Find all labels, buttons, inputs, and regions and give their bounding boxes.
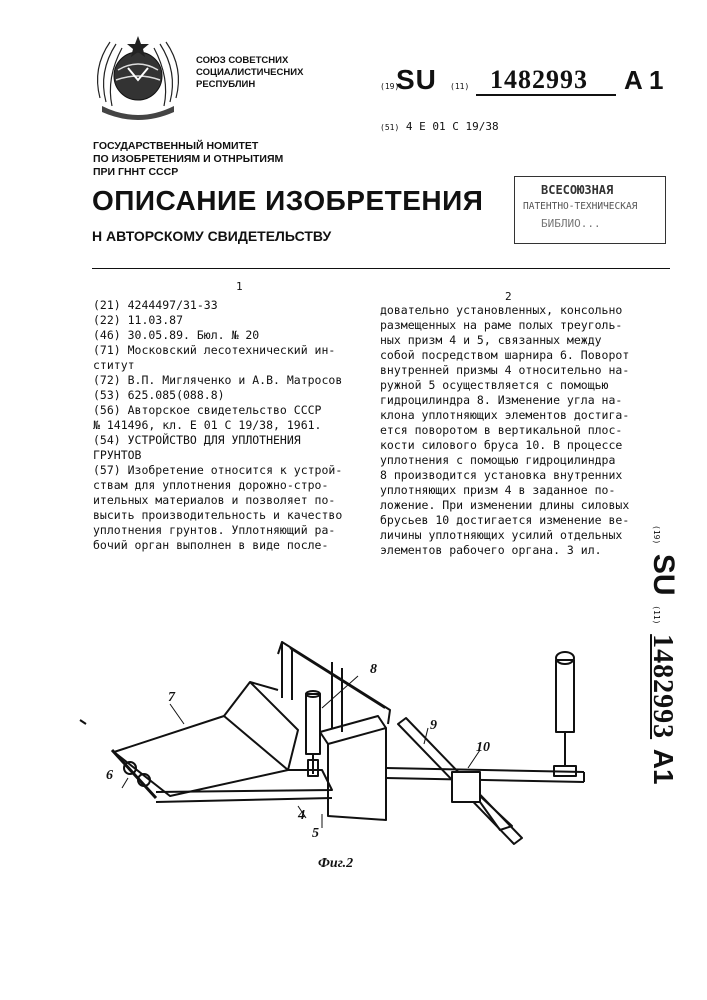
document-subtitle: Н АВТОРСКОМУ СВИДЕТЕЛЬСТВУ [92,228,332,244]
committee-name [93,140,283,179]
biblio-line: № 141496, кл. Е 01 С 19/38, 1961. [93,418,322,432]
biblio-line: ститут [93,358,135,372]
biblio-line: (54) УСТРОЙСТВО ДЛЯ УПЛОТНЕНИЯ [93,433,301,447]
stamp-line: ПАТЕНТНО-ТЕХНИЧЕСКАЯ [523,201,638,212]
abstract-line: ложение. При изменении длины силовых [380,498,630,512]
figure-label-5: 5 [312,826,319,841]
biblio-line: (56) Авторское свидетельство СССР [93,403,322,417]
abstract-line: (57) Изобретение относится к устрой- [93,463,343,477]
biblio-line: (72) В.П. Мигляченко и А.В. Матросов [93,373,343,387]
abstract-line: клона уплотняющих элементов достига- [380,408,630,422]
header-divider [92,268,670,269]
figure-label-7: 7 [168,690,175,705]
ipc-value: 4 E 01 C 19/38 [405,120,499,133]
figure-2-drawing [60,620,660,880]
abstract-line: 8 производится установка внутренних [380,468,623,482]
abstract-line: брусьев 10 достигается изменение ве- [380,513,630,527]
patent-number: 1482993 [490,65,588,94]
library-stamp [514,176,666,244]
ipc-classification [380,120,499,133]
union-name [196,55,303,91]
inid-51: (51) [380,123,400,132]
union-line: СОЦИАЛИСТИЧЕСНИХ [196,67,304,78]
biblio-line: (46) 30.05.89. Бюл. № 20 [93,328,260,342]
number-underline [476,94,616,96]
biblio-line: (21) 4244497/31-33 [93,298,218,312]
figure-label-6: 6 [106,768,113,783]
ussr-emblem-icon [88,28,188,128]
abstract-line: довательно установленных, консольно [380,303,623,317]
committee-line: ГОСУДАРСТВЕННЫЙ НОМИТЕТ [93,140,259,152]
abstract-line: ется поворотом в вертикальной плос- [380,423,623,437]
abstract-line: внутренней призмы 4 относительно на- [380,363,630,377]
column-number-left: 1 [236,280,243,293]
side-inid-19: (19) [652,525,661,545]
abstract-line: ствам для уплотнения дорожно-стро- [93,478,329,492]
bibliographic-data [93,298,383,553]
abstract-line: кости силового бруса 10. В процессе [380,438,623,452]
figure-caption: Фиг.2 [318,856,354,871]
committee-line: ПРИ ГННТ СССР [93,166,179,178]
column-number-right: 2 [505,290,512,303]
country-code: SU [396,64,437,95]
figure-label-4: 4 [298,808,305,823]
abstract-line: бочий орган выполнен в виде после- [93,538,329,552]
kind-code: A 1 [624,65,664,95]
abstract-line: гидроцилиндра 8. Изменение угла на- [380,393,623,407]
patent-number-line [380,60,680,100]
union-line: РЕСПУБЛИН [196,79,256,90]
abstract-line: уплотняющих призм 4 в заданное по- [380,483,616,497]
abstract-line: собой посредством шарнира 6. Поворот [380,348,630,362]
biblio-line: (22) 11.03.87 [93,313,184,327]
figure-label-8: 8 [370,662,377,677]
document-title: ОПИСАНИЕ ИЗОБРЕТЕНИЯ [92,185,484,216]
inid-19: (19) [380,82,400,91]
biblio-line: (71) Московский лесотехнический ин- [93,343,336,357]
abstract-line: уплотнения с помощью гидроцилиндра [380,453,616,467]
inid-11: (11) [450,82,470,91]
side-inid-11: (11) [652,605,661,625]
stamp-line: БИБЛИО... [541,217,601,230]
committee-line: ПО ИЗОБРЕТЕНИЯМ И ОТНРЫТИЯМ [93,153,284,165]
side-kind: A1 [648,748,679,785]
side-country: SU [647,553,680,596]
biblio-line: (53) 625.085(088.8) [93,388,225,402]
abstract-line: уплотнения грунтов. Уплотняющий ра- [93,523,336,537]
figure-label-9: 9 [430,718,437,733]
abstract-line: ных призм 4 и 5, связанных между [380,333,602,347]
abstract-line: размещенных на раме полых треуголь- [380,318,623,332]
abstract-continued [380,303,675,558]
biblio-line: ГРУНТОВ [93,448,142,462]
side-number: 1482993 [647,634,678,740]
abstract-line: высить производительность и качество [93,508,343,522]
abstract-line: личины уплотняющих усилий отдельных [380,528,623,542]
stamp-line: ВСЕСОЮЗНАЯ [541,183,614,197]
union-line: СОЮЗ СОВЕТСНИХ [196,55,289,66]
abstract-line: элементов рабочего органа. 3 ил. [380,543,602,557]
abstract-line: ительных материалов и позволяет по- [93,493,336,507]
figure-label-10: 10 [476,740,490,755]
abstract-line: ружной 5 осуществляется с помощью [380,378,609,392]
